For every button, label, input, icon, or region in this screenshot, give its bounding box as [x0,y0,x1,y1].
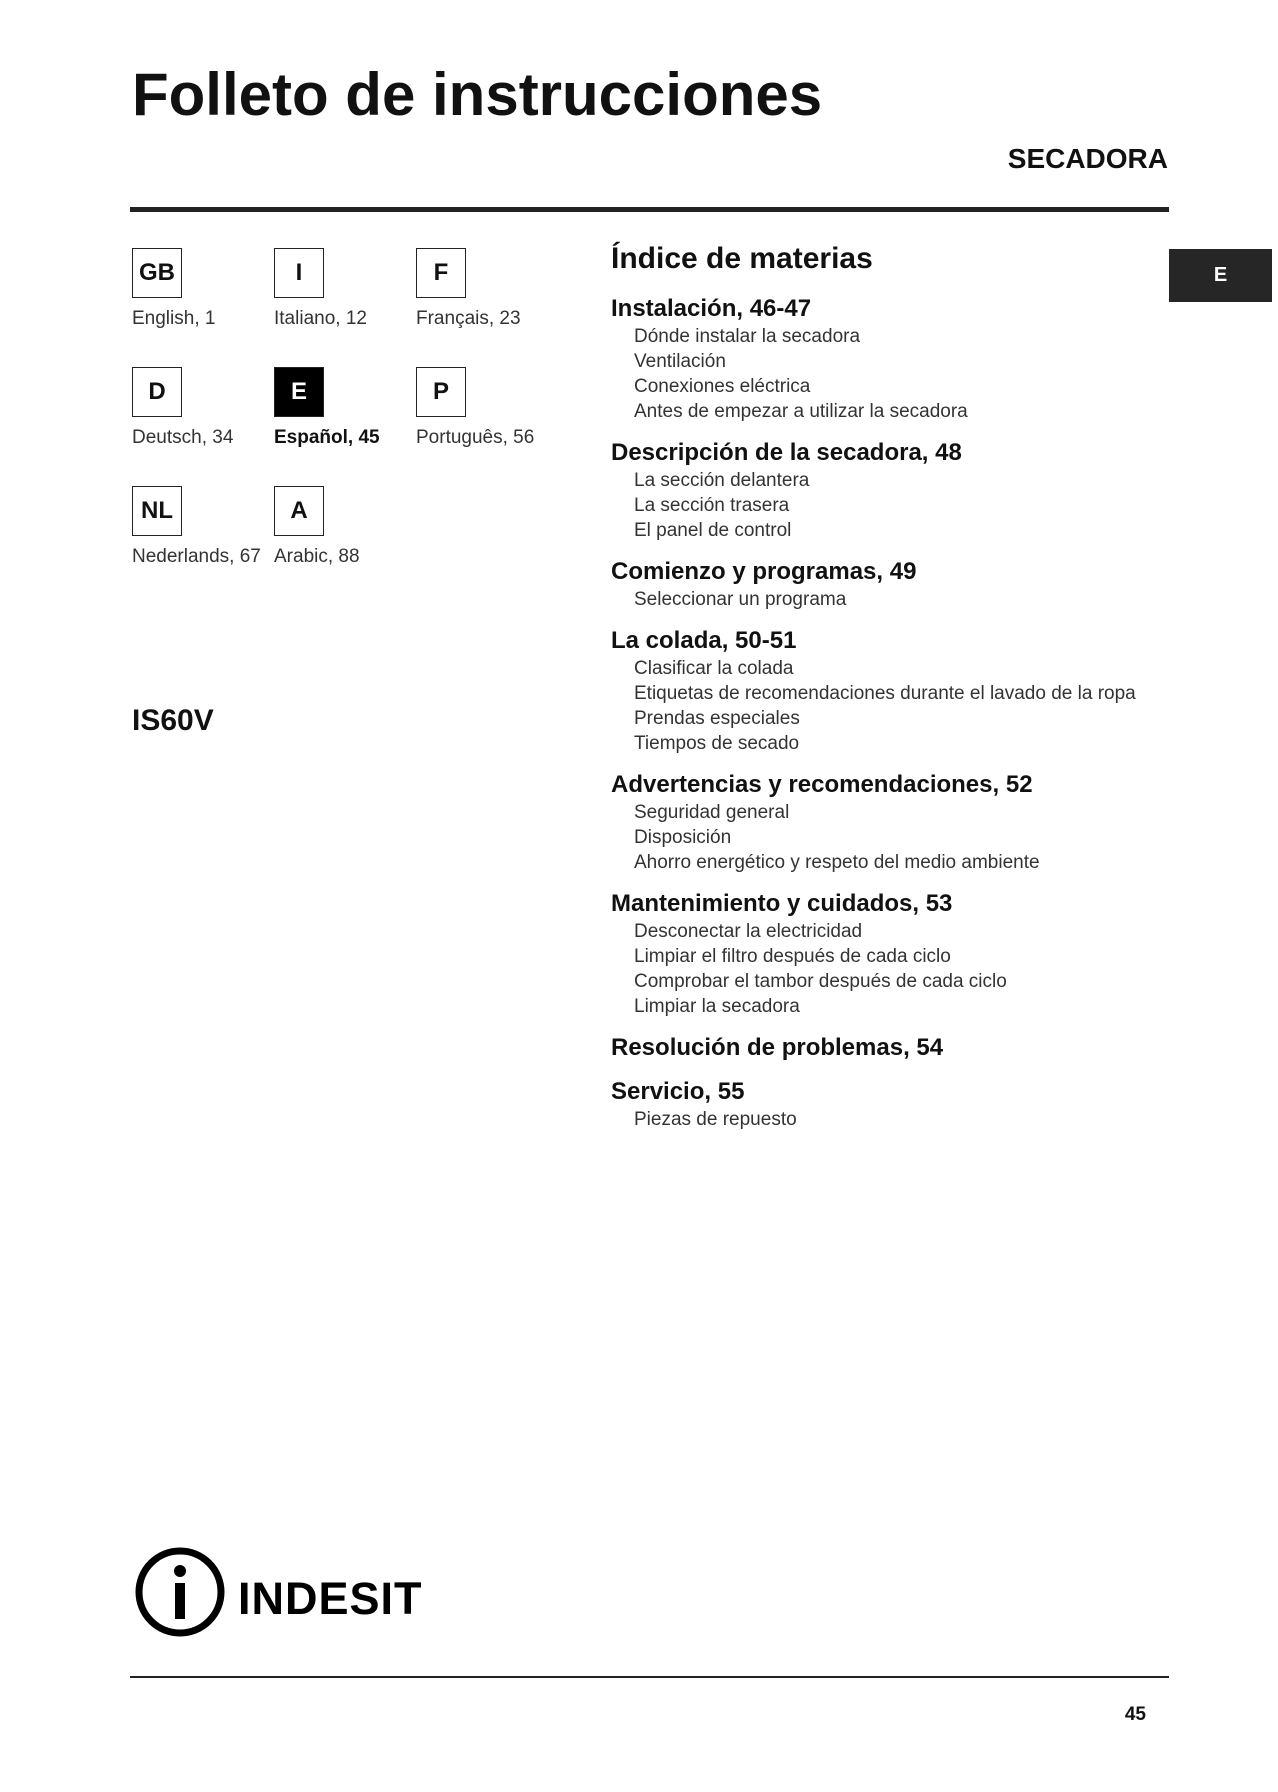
language-entry-p[interactable] [416,367,558,449]
toc-item[interactable]: Tiempos de secado [634,733,800,754]
toc-section-troubleshooting [611,1033,1171,1063]
toc-section-installation [611,294,1171,424]
language-code-box-active: E [274,367,324,417]
toc-item[interactable]: Prendas especiales [634,708,800,729]
toc-heading[interactable]: Comienzo y programas, 49 [611,558,917,585]
toc-item[interactable]: Seguridad general [634,802,790,823]
toc-heading[interactable]: Descripción de la secadora, 48 [611,439,962,466]
toc-heading[interactable]: Advertencias y recomendaciones, 52 [611,771,1033,798]
toc-item[interactable]: Piezas de repuesto [634,1109,797,1130]
indesit-logo-icon [134,1546,226,1638]
language-entry-nl[interactable] [132,486,274,568]
toc-section-description [611,438,1171,543]
language-label: Arabic, 88 [274,546,360,567]
toc-item[interactable]: Dónde instalar la secadora [634,326,861,347]
toc-heading[interactable]: Instalación, 46-47 [611,295,812,322]
language-code-box: P [416,367,466,417]
toc-item[interactable]: Limpiar la secadora [634,996,800,1017]
language-code-box: D [132,367,182,417]
toc-item[interactable]: Antes de empezar a utilizar la secadora [634,401,968,422]
toc-item[interactable]: Disposición [634,827,732,848]
toc-title: Índice de materias [611,242,873,275]
language-label: Italiano, 12 [274,308,367,329]
toc-item[interactable]: Desconectar la electricidad [634,921,863,942]
language-entry-f[interactable] [416,248,558,330]
toc-item[interactable]: Limpiar el filtro después de cada ciclo [634,946,951,967]
document-title: Folleto de instrucciones [132,61,823,128]
language-entry-e[interactable] [274,367,416,449]
language-label: Français, 23 [416,308,521,329]
language-label: English, 1 [132,308,216,329]
footer-divider [130,1676,1169,1678]
language-entry-i[interactable] [274,248,416,330]
toc-item[interactable]: Conexiones eléctrica [634,376,811,397]
language-code-box: I [274,248,324,298]
toc-section-maintenance [611,889,1171,1019]
language-code-box: GB [132,248,182,298]
toc-section-start-programs [611,557,1171,612]
language-label: Nederlands, 67 [132,546,261,567]
toc-section-warnings [611,770,1171,875]
toc-item[interactable]: Clasificar la colada [634,658,794,679]
toc-item[interactable]: Etiquetas de recomendaciones durante el lavado de la ropa [634,683,1136,704]
toc-section-service [611,1077,1171,1132]
model-number: IS60V [132,704,214,737]
header-divider [130,207,1169,212]
toc-item[interactable]: La sección delantera [634,470,810,491]
product-type: SECADORA [1007,143,1168,174]
language-label-active: Español, 45 [274,427,380,448]
toc-item[interactable]: Seleccionar un programa [634,589,847,610]
brand-logo [134,1546,423,1638]
brand-wordmark: indesit [238,1556,423,1628]
language-side-tab: E [1169,249,1272,302]
language-entry-gb[interactable] [132,248,274,330]
toc-item[interactable]: Ahorro energético y respeto del medio ambiente [634,852,1040,873]
language-code-box: NL [132,486,182,536]
toc-heading[interactable]: Mantenimiento y cuidados, 53 [611,890,953,917]
page-number: 45 [1124,1704,1146,1725]
toc-item[interactable]: El panel de control [634,520,792,541]
toc-item[interactable]: Ventilación [634,351,726,372]
toc-heading[interactable]: Resolución de problemas, 54 [611,1034,944,1061]
language-label: Português, 56 [416,427,535,448]
language-label: Deutsch, 34 [132,427,234,448]
language-entry-a[interactable] [274,486,416,568]
toc-heading[interactable]: La colada, 50-51 [611,627,797,654]
language-code-box: A [274,486,324,536]
language-code-box: F [416,248,466,298]
table-of-contents [611,242,1171,1146]
toc-section-laundry [611,626,1171,756]
language-entry-d[interactable] [132,367,274,449]
toc-item[interactable]: La sección trasera [634,495,790,516]
toc-heading[interactable]: Servicio, 55 [611,1078,745,1105]
toc-item[interactable]: Comprobar el tambor después de cada ciclo [634,971,1007,992]
